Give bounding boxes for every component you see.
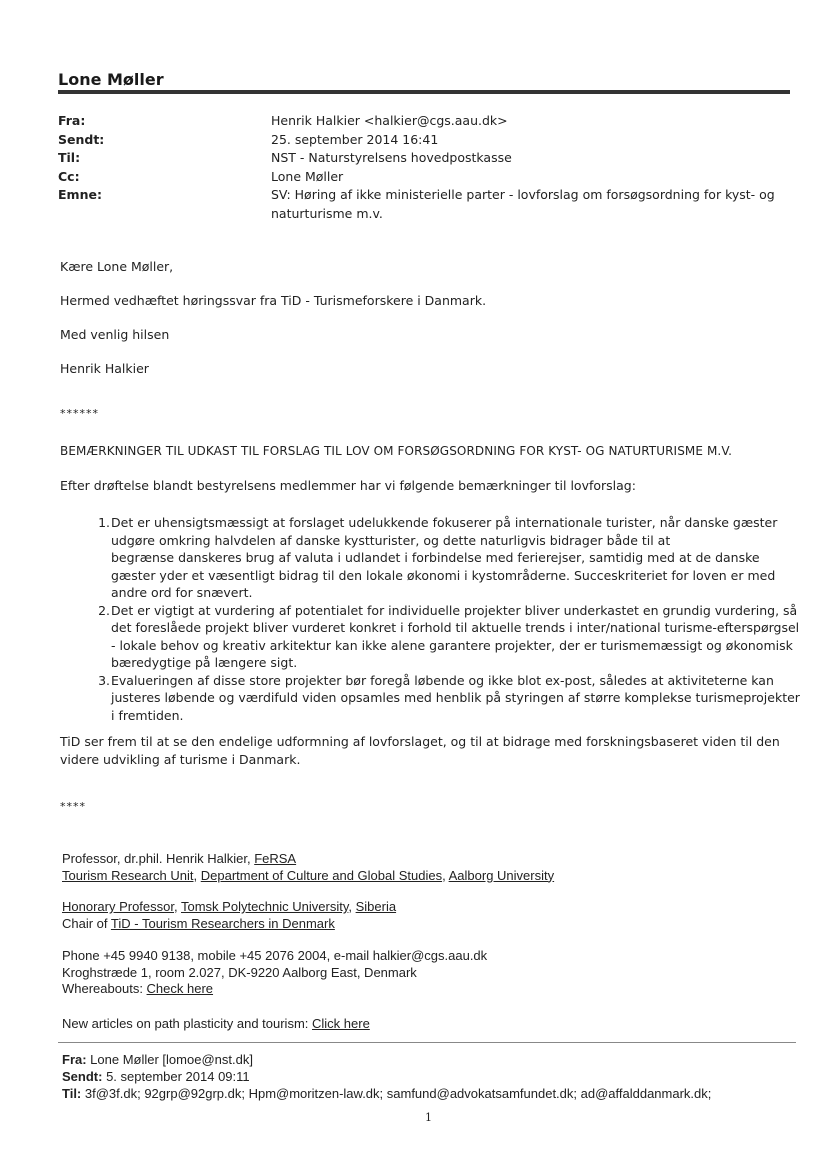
regards: Med venlig hilsen — [60, 327, 170, 342]
list-line: Det er vigtigt at vurdering af potentialet for individuelle projekter bliver underkastet en grundig vurdering, så — [111, 602, 798, 618]
forward-divider — [58, 1042, 796, 1043]
list-number: 2. — [98, 602, 110, 618]
click-here-link[interactable]: Click here — [312, 1016, 370, 1031]
header-to-value: NST - Naturstyrelsens hovedpostkasse — [271, 150, 512, 165]
forwarded-to-value: 3f@3f.dk; 92grp@92grp.dk; Hpm@moritzen-law.dk; samfund@advokatsamfundet.dk; ad@affalddanmark.dk; — [81, 1086, 712, 1101]
forwarded-to-label: Til: — [62, 1086, 82, 1101]
header-from-row — [58, 112, 798, 131]
subject-line: naturturisme m.v. — [271, 205, 383, 221]
check-here-link[interactable]: Check here — [146, 981, 214, 996]
tomsk-university-link[interactable]: Tomsk Polytechnic University — [181, 899, 349, 914]
list-line: Det er uhensigtsmæssigt at forslaget udelukkende fokuserer på internationale turister, når danske gæster — [111, 515, 778, 530]
fersa-link[interactable]: FeRSA — [254, 851, 297, 866]
siberia-link[interactable]: Siberia — [355, 899, 397, 914]
signature-title: Professor, dr.phil. Henrik Halkier, — [62, 851, 255, 866]
header-cc-value: Lone Møller — [271, 168, 344, 184]
greeting: Kære Lone Møller, — [60, 259, 174, 274]
page-number: 1 — [425, 1111, 432, 1124]
header-sent-row — [58, 131, 798, 150]
list-line: det foreslåede projekt bliver vurderet konkret i forhold til aktuelle trends i inter/national turisme-efterspørgsel — [111, 620, 800, 635]
signature-contact-block — [62, 948, 487, 998]
department-link[interactable]: Department of Culture and Global Studies — [200, 867, 443, 883]
header-cc-row — [58, 168, 798, 187]
attachment-note: Hermed vedhæftet høringssvar fra TiD - Turismeforskere i Danmark. — [60, 293, 487, 308]
forwarded-sent-label: Sendt: — [62, 1069, 103, 1084]
header-subject-value — [271, 186, 798, 223]
tid-link[interactable]: TiD - Tourism Researchers in Denmark — [110, 915, 335, 931]
response-intro: Efter drøftelse blandt bestyrelsens medlemmer har vi følgende bemærkninger til lovforslag: — [60, 478, 636, 493]
closing-line: TiD ser frem til at se den endelige udformning af lovforslaget, og til at bidrage med forskningsbaseret viden til den — [60, 734, 780, 749]
list-line: Evalueringen af disse store projekter bør foregå løbende og ikke blot ex-post, således at aktiviteterne kan — [111, 672, 774, 688]
address-line: Kroghstræde 1, room 2.027, DK-9220 Aalborg East, Denmark — [62, 964, 417, 980]
header-label: Emne: — [58, 187, 102, 202]
email-header — [58, 112, 798, 223]
articles-line — [62, 1016, 370, 1033]
sender-name: Lone Møller — [58, 70, 164, 89]
subject-line: SV: Høring af ikke ministerielle parter - lovforslag om forsøgsordning for kyst- og — [271, 187, 775, 202]
list-item — [60, 514, 800, 602]
list-line: bæredygtige på længere sigt. — [111, 655, 298, 670]
header-label: Til: — [58, 150, 81, 165]
header-subject-row — [58, 186, 798, 223]
list-line: justeres løbende og værdifuld viden opsamles med henblik på styringen af større komplekse turismeprojekter — [111, 690, 800, 705]
list-line: i fremtiden. — [111, 707, 184, 723]
list-line: andre ord for snævert. — [111, 585, 253, 600]
separator-stars: ****** — [60, 407, 99, 420]
list-line: udgøre omkring halvdelen af danske kystturister, og dette naturligvis bidrager både til at — [111, 532, 671, 548]
list-line: gæster yder et væsentligt bidrag til den lokale økonomi i kystområderne. Succeskriteriet for loven er med — [111, 567, 776, 583]
honorary-professor-link[interactable]: Honorary Professor — [62, 899, 174, 914]
list-item — [60, 602, 800, 672]
closing-paragraph — [60, 733, 800, 769]
articles-label: New articles on path plasticity and tourism: — [62, 1016, 312, 1031]
phone-line: Phone +45 9940 9138, mobile +45 2076 2004, e-mail halkier@cgs.aau.dk — [62, 948, 488, 963]
list-number: 3. — [98, 672, 110, 688]
header-label: Fra: — [58, 113, 86, 128]
response-title: BEMÆRKNINGER TIL UDKAST TIL FORSLAG TIL LOV OM FORSØGSORDNING FOR KYST- OG NATURTURISME M.V. — [60, 444, 732, 458]
remarks-list — [60, 514, 800, 724]
signature-honorary-block: Honorary Professor, Tomsk Polytechnic University, Siberia Chair of TiD - Tourism Researchers in Denmark — [62, 899, 397, 931]
header-to-row — [58, 149, 798, 168]
header-divider — [58, 90, 790, 94]
header-from-value: Henrik Halkier <halkier@cgs.aau.dk> — [271, 113, 508, 128]
forwarded-header — [62, 1051, 711, 1102]
list-number: 1. — [98, 515, 110, 530]
signature-title-block: Professor, dr.phil. Henrik Halkier, FeRSA Tourism Research Unit, Department of Culture and Global Studies, Aalborg University — [62, 851, 555, 883]
header-label: Cc: — [58, 168, 80, 184]
header-label: Sendt: — [58, 131, 105, 147]
list-item — [60, 672, 800, 725]
list-line: begrænse danskeres brug af valuta i udlandet i forbindelse med ferierejser, samtidig med at de danske — [111, 550, 760, 565]
separator-stars: **** — [60, 800, 86, 813]
forwarded-from-label: Fra: — [62, 1052, 87, 1067]
forwarded-from-value: Lone Møller [lomoe@nst.dk] — [86, 1052, 253, 1067]
closing-line: videre udvikling af turisme i Danmark. — [60, 752, 301, 767]
list-line: - lokale behov og kreativ arkitektur kan ikke alene garantere projekter, der er turismemæssigt og økonomisk — [111, 637, 793, 653]
chair-label: Chair of — [62, 915, 111, 931]
aalborg-university-link[interactable]: Aalborg University — [448, 867, 555, 883]
signoff-name: Henrik Halkier — [60, 361, 149, 376]
whereabouts-label: Whereabouts: — [62, 981, 147, 996]
tourism-research-unit-link[interactable]: Tourism Research Unit — [62, 867, 194, 883]
header-sent-value: 25. september 2014 16:41 — [271, 131, 439, 147]
forwarded-sent-value: 5. september 2014 09:11 — [102, 1069, 250, 1084]
